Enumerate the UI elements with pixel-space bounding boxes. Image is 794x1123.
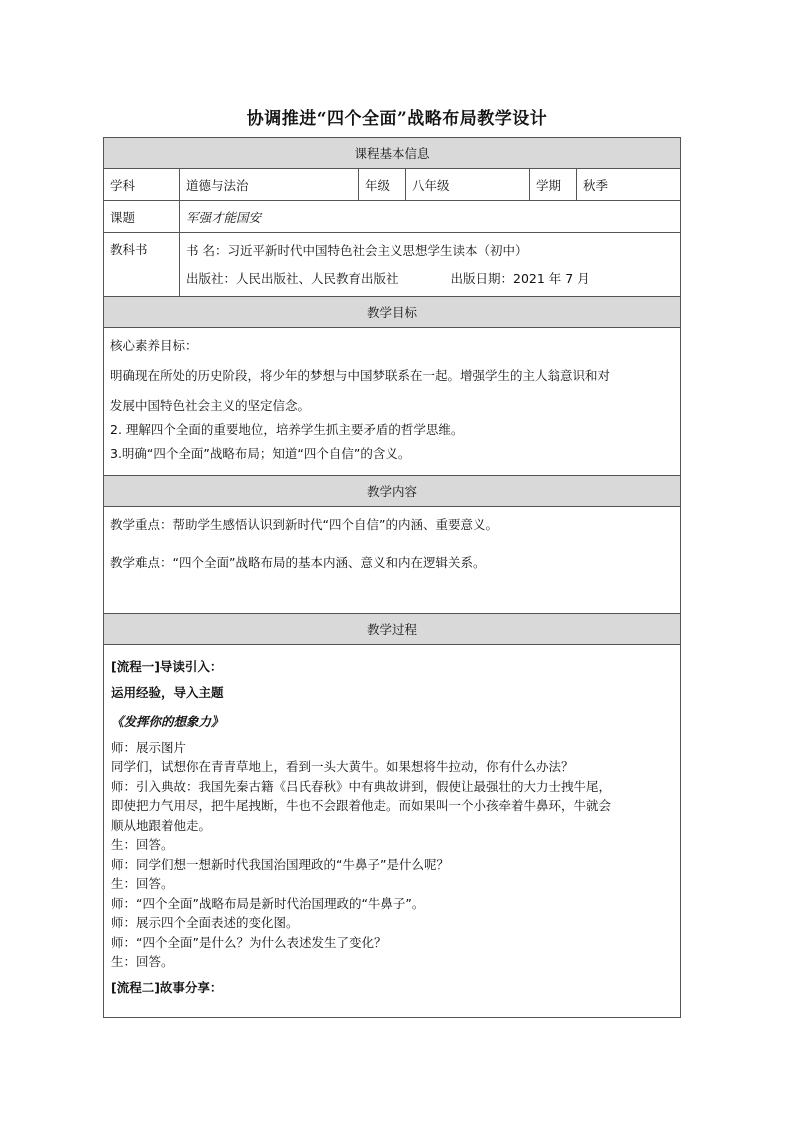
basic-info-header: 课程基本信息 xyxy=(104,138,681,169)
process-line: 同学们，试想你在青青草地上，看到一头大黄牛。如果想将牛拉动，你有什么办法？ xyxy=(111,759,574,774)
lesson-plan-table xyxy=(103,137,680,1018)
grade-value: 八年级 xyxy=(406,169,530,201)
process-header-row xyxy=(104,614,681,645)
content-header-row xyxy=(104,476,681,507)
subject-label: 学科 xyxy=(104,169,180,201)
content-header: 教学内容 xyxy=(104,476,681,507)
goals-header-row xyxy=(104,297,681,328)
topic-label: 课题 xyxy=(104,201,180,233)
textbook-info xyxy=(180,233,681,297)
process-line: 师：展示四个全面表述的变化图。 xyxy=(111,915,299,930)
process-line: 生：回答。 xyxy=(111,954,174,969)
textbook-row xyxy=(104,233,681,297)
process-line: 师：“四个全面”战略布局是新时代治国理政的“牛鼻子”。 xyxy=(111,895,425,911)
content-body xyxy=(104,507,681,614)
basic-info-header-row xyxy=(104,138,681,169)
process-row xyxy=(104,645,681,1018)
process-subheading: 运用经验，导入主题 xyxy=(111,684,224,700)
term-value: 秋季 xyxy=(577,169,681,201)
goal-line: 核心素养目标： xyxy=(110,338,198,353)
process-line: 生：回答。 xyxy=(111,837,174,852)
process-activity-title: 《发挥你的想象力》 xyxy=(111,714,224,729)
difficulty-point: 教学难点：“四个全面”战略布局的基本内涵、意义和内在逻辑关系。 xyxy=(110,555,486,570)
process-line: 师：“四个全面”是什么？为什么表述发生了变化？ xyxy=(111,934,387,950)
goal-line: 3.明确“四个全面”战略布局；知道“四个自信”的含义。 xyxy=(110,446,411,461)
goals-header: 教学目标 xyxy=(104,297,681,328)
process-line: 师：同学们想一想新时代我国治国理政的“牛鼻子”是什么呢？ xyxy=(111,856,449,872)
process-line: 顺从地跟着他走。 xyxy=(111,817,212,833)
process-line: 师：展示图片 xyxy=(111,739,187,755)
process-header: 教学过程 xyxy=(104,614,681,645)
content-row xyxy=(104,507,681,614)
topic-row xyxy=(104,201,681,233)
grade-label: 年级 xyxy=(359,169,406,201)
textbook-publisher-line xyxy=(186,265,674,293)
goal-line: 2. 理解四个全面的重要地位，培养学生抓主要矛盾的哲学思维。 xyxy=(110,422,464,437)
textbook-publisher: 出版社：人民出版社、人民教育出版社 xyxy=(186,271,399,286)
process-body xyxy=(104,645,681,1018)
process-line: 生：回答。 xyxy=(111,876,174,891)
goals-body xyxy=(104,328,681,476)
key-point: 教学重点：帮助学生感悟认识到新时代“四个自信”的内涵、重要意义。 xyxy=(110,517,498,532)
textbook-name: 书 名：习近平新时代中国特色社会主义思想学生读本（初中） xyxy=(186,243,528,258)
goal-line: 明确现在所处的历史阶段，将少年的梦想与中国梦联系在一起。增强学生的主人翁意识和对 xyxy=(110,368,611,383)
textbook-pub-date: 出版日期：2021 年 7 月 xyxy=(450,271,590,286)
process-step-heading: [流程二]故事分享： xyxy=(111,979,223,995)
term-label: 学期 xyxy=(530,169,577,201)
subject-row xyxy=(104,169,681,201)
subject-value: 道德与法治 xyxy=(180,169,359,201)
process-line: 即使把力气用尽，把牛尾拽断，牛也不会跟着他走。而如果叫一个小孩牵着牛鼻环，牛就会 xyxy=(111,798,612,813)
topic-value: 军强才能国安 xyxy=(180,201,681,233)
process-line: 师：引入典故：我国先秦古籍《吕氏春秋》中有典故讲到，假使让最强壮的大力士拽牛尾， xyxy=(111,778,612,794)
goal-line: 发展中国特色社会主义的坚定信念。 xyxy=(110,398,311,413)
process-step-heading: [流程一]导读引入： xyxy=(111,659,223,674)
document-title: 协调推进“四个全面”战略布局教学设计 xyxy=(246,109,548,129)
textbook-label: 教科书 xyxy=(104,233,180,297)
goals-row xyxy=(104,328,681,476)
